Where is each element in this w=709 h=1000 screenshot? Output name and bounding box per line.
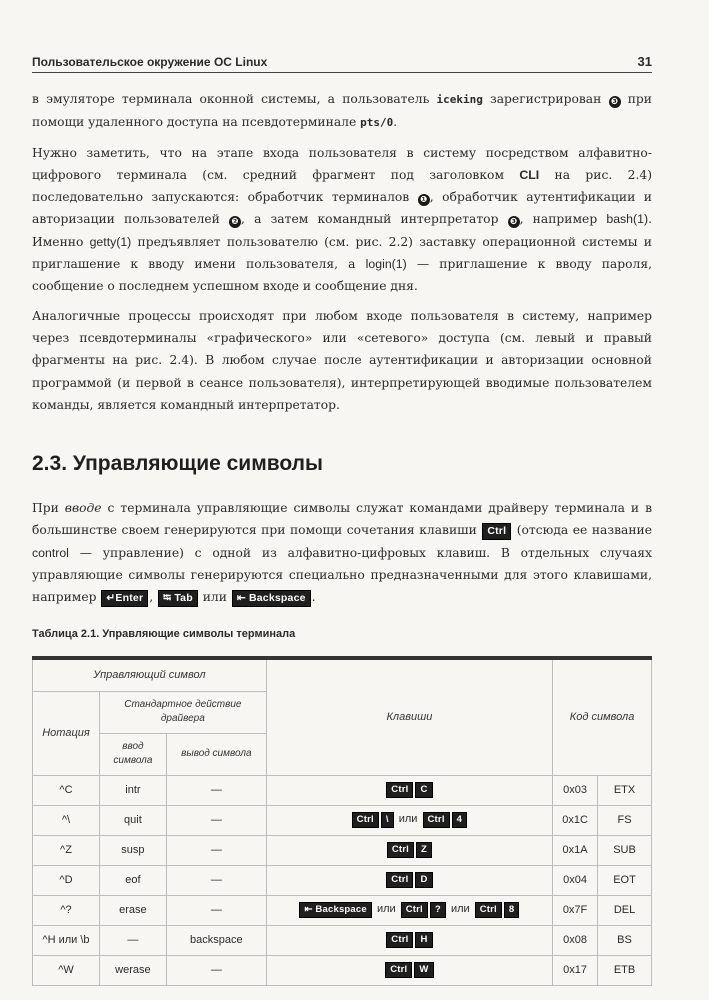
marker-3-icon: ❸ bbox=[508, 216, 520, 228]
cell-ascii-name: ETX bbox=[598, 775, 652, 805]
cell-hex-code: 0x17 bbox=[553, 955, 598, 985]
cell-output: — bbox=[166, 865, 266, 895]
cell-hex-code: 0x03 bbox=[553, 775, 598, 805]
key-badge: Ctrl bbox=[352, 812, 379, 828]
text-run: (отсюда ее название bbox=[512, 523, 652, 538]
cell-keys bbox=[266, 955, 552, 985]
cell-keys bbox=[266, 895, 552, 925]
cell-hex-code: 0x08 bbox=[553, 925, 598, 955]
key-badge: H bbox=[415, 932, 432, 948]
cell-ascii-name: ETB bbox=[598, 955, 652, 985]
tab-key-badge: ⭾ Tab bbox=[158, 590, 198, 607]
cell-output: — bbox=[166, 895, 266, 925]
table-row bbox=[33, 835, 652, 865]
cell-keys bbox=[266, 835, 552, 865]
backspace-key-badge: ⇤ Backspace bbox=[232, 590, 311, 607]
getty-ref: getty(1) bbox=[89, 234, 132, 249]
text-run: предъявляет пользователю (см. рис. 2.2) заставку операционной системы и приглашение к вводу имени пользователя, а bbox=[32, 234, 652, 272]
cell-keys bbox=[266, 805, 552, 835]
key-badge: 8 bbox=[504, 902, 519, 918]
key-badge: ? bbox=[430, 902, 446, 918]
username-code: iceking bbox=[436, 93, 483, 106]
cell-output: — bbox=[166, 805, 266, 835]
tty-code: pts/0 bbox=[360, 116, 394, 130]
text-run: . Именно bbox=[32, 212, 652, 249]
cell-input: — bbox=[99, 925, 166, 955]
enter-key-badge: ↵Enter bbox=[101, 590, 148, 607]
text-run: на рис. 2.4) последовательно запускаются: обработчик терминалов bbox=[32, 167, 652, 205]
table-row bbox=[33, 925, 652, 955]
control-term: control bbox=[32, 545, 69, 560]
header-keys: Клавиши bbox=[266, 658, 552, 775]
key-badge: Ctrl bbox=[385, 962, 412, 978]
cell-ascii-name: DEL bbox=[598, 895, 652, 925]
control-symbols-table bbox=[32, 656, 652, 986]
header-control-symbol: Управляющий символ bbox=[33, 658, 267, 691]
key-badge: Z bbox=[416, 842, 432, 858]
marker-1-icon: ❶ bbox=[418, 194, 430, 206]
cell-notation: ^\ bbox=[33, 805, 100, 835]
cell-notation: ^C bbox=[33, 775, 100, 805]
text-run: зарегистрирован bbox=[482, 92, 609, 106]
emphasis: вводе bbox=[64, 501, 102, 515]
key-badge: Ctrl bbox=[386, 782, 413, 798]
header-notation: Нотация bbox=[33, 691, 100, 775]
table-row bbox=[33, 955, 652, 985]
text-run: — приглашение к вводу пароля, сообщение о последнем успешном входе и сообщение дня. bbox=[32, 257, 652, 294]
text-run: или bbox=[198, 590, 231, 605]
cell-ascii-name: FS bbox=[598, 805, 652, 835]
running-head-title: Пользовательское окружение ОС Linux bbox=[32, 55, 268, 69]
text-run: , а затем командный интерпретатор bbox=[241, 212, 508, 227]
key-badge: C bbox=[415, 782, 432, 798]
or-separator: или bbox=[373, 903, 399, 915]
paragraph-3: Аналогичные процессы происходят при любом входе пользователя в систему, например через псевдотерминалы «графического» или «сетевого» доступа (см. левый и правый фрагменты на рис. 2.4). В любом случае после аутентификации и авторизации основной программой (и первой в сеансе пользователя), интерпретирующей вводимые пользователем команды, является командный интерпретатор. bbox=[32, 308, 652, 412]
table-row bbox=[33, 775, 652, 805]
cell-keys bbox=[266, 865, 552, 895]
cell-input: werase bbox=[99, 955, 166, 985]
cell-input: susp bbox=[99, 835, 166, 865]
text-run: , bbox=[149, 590, 158, 605]
cell-output: — bbox=[166, 775, 266, 805]
key-badge: D bbox=[415, 872, 432, 888]
cell-ascii-name: SUB bbox=[598, 835, 652, 865]
cell-hex-code: 0x1C bbox=[553, 805, 598, 835]
cell-notation: ^? bbox=[33, 895, 100, 925]
or-separator: или bbox=[447, 903, 473, 915]
text-run: , например bbox=[519, 212, 607, 227]
running-head bbox=[32, 54, 652, 73]
cell-output: — bbox=[166, 955, 266, 985]
table-caption: Таблица 2.1. Управляющие символы терминала bbox=[32, 628, 296, 640]
key-badge: Ctrl bbox=[386, 932, 413, 948]
cell-input: quit bbox=[99, 805, 166, 835]
cell-hex-code: 0x04 bbox=[553, 865, 598, 895]
key-badge: Ctrl bbox=[475, 902, 502, 918]
paragraph-4 bbox=[32, 497, 652, 608]
cell-output: backspace bbox=[166, 925, 266, 955]
table-body bbox=[33, 775, 652, 985]
cli-label: CLI bbox=[519, 167, 540, 182]
body-text-section bbox=[32, 497, 652, 615]
cell-keys bbox=[266, 925, 552, 955]
marker-2-icon: ❷ bbox=[229, 216, 241, 228]
header-input: ввод символа bbox=[99, 733, 166, 775]
table-row bbox=[33, 895, 652, 925]
text-run: с терминала управляющие символы служат командами драйверу терминала и в большинстве своем генерируются при помощи сочетания клавиши bbox=[32, 501, 652, 538]
key-badge: 4 bbox=[452, 812, 467, 828]
section-heading: 2.3. Управляющие символы bbox=[32, 452, 323, 475]
key-badge: ⇤ Backspace bbox=[299, 902, 371, 918]
text-run: При bbox=[32, 501, 65, 515]
text-run: в эмуляторе терминала оконной системы, а пользователь bbox=[32, 92, 437, 106]
login-ref: login(1) bbox=[365, 257, 407, 272]
table-row bbox=[33, 805, 652, 835]
text-run: Нужно заметить, что на этапе входа пользователя в систему посредством алфавитно-цифрового терминала (см. средний фрагмент под заголовком bbox=[32, 145, 652, 182]
key-badge: Ctrl bbox=[387, 842, 414, 858]
cell-output: — bbox=[166, 835, 266, 865]
cell-notation: ^W bbox=[33, 955, 100, 985]
cell-notation: ^Z bbox=[33, 835, 100, 865]
text-run: при помощи удаленного доступа на псевдотерминале bbox=[32, 92, 652, 130]
marker-3-icon: ❸ bbox=[609, 96, 621, 108]
key-badge: Ctrl bbox=[401, 902, 428, 918]
cell-notation: ^H или \b bbox=[33, 925, 100, 955]
paragraph-2 bbox=[32, 142, 652, 298]
body-text-top bbox=[32, 88, 652, 423]
cell-keys bbox=[266, 775, 552, 805]
text-run: , обработчик аутентификации и авторизации пользователей bbox=[32, 190, 652, 227]
cell-notation: ^D bbox=[33, 865, 100, 895]
cell-input: eof bbox=[99, 865, 166, 895]
key-badge: Ctrl bbox=[423, 812, 450, 828]
cell-input: intr bbox=[99, 775, 166, 805]
key-badge: Ctrl bbox=[386, 872, 413, 888]
header-output: вывод символа bbox=[166, 733, 266, 775]
or-separator: или bbox=[395, 813, 421, 825]
table-row bbox=[33, 865, 652, 895]
cell-ascii-name: BS bbox=[598, 925, 652, 955]
cell-hex-code: 0x7F bbox=[553, 895, 598, 925]
header-code: Код символа bbox=[553, 658, 652, 775]
page-number: 31 bbox=[637, 54, 652, 69]
cell-ascii-name: EOT bbox=[598, 865, 652, 895]
text-run: . bbox=[311, 590, 316, 605]
bash-ref: bash(1) bbox=[606, 212, 649, 227]
cell-input: erase bbox=[99, 895, 166, 925]
cell-hex-code: 0x1A bbox=[553, 835, 598, 865]
header-default-action: Стандартное действие драйвера bbox=[99, 691, 266, 733]
paragraph-1 bbox=[32, 88, 652, 135]
ctrl-key-badge: Ctrl bbox=[482, 523, 511, 540]
text-run: . bbox=[393, 115, 398, 130]
key-badge: W bbox=[414, 962, 433, 978]
key-badge: \ bbox=[381, 812, 394, 828]
text-run: — управление) с одной из алфавитно-цифровых клавиш. В отдельных случаях управляющие символы генерируются специально предназначенными для этого клавишами, например bbox=[32, 545, 652, 605]
